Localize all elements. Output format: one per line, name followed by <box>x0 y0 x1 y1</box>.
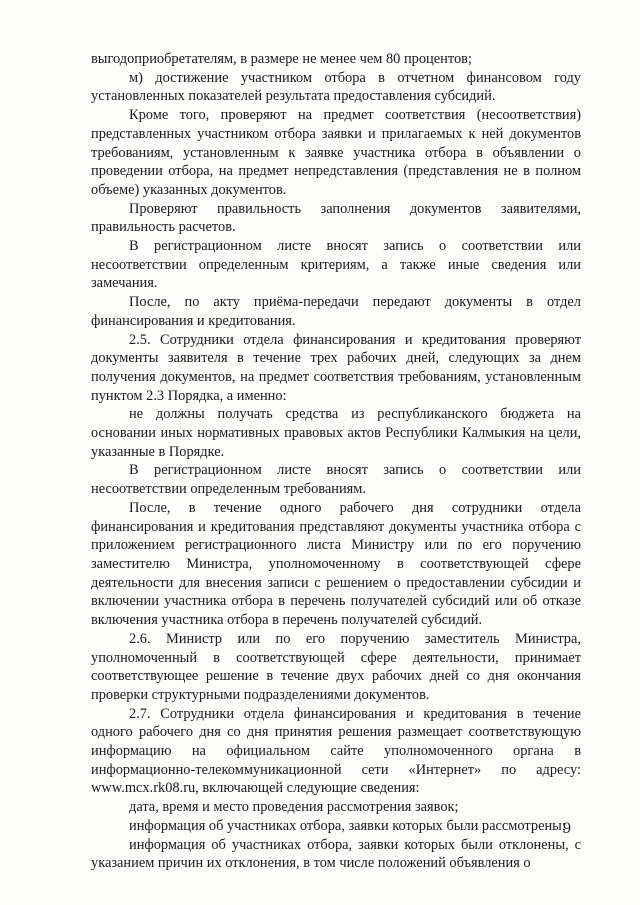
paragraph-12: 2.7. Сотрудники отдела финансирования и кредитования в течение одного рабочего дня со дня принятия решения размещает соответствующую информацию на официальном сайте уполномоченного органа в информационно-телекоммуникационной сети «Интернет» по адресу: www.mcx.rk08.ru, включающей следующие сведения: <box>91 705 581 797</box>
paragraph-5: В регистрационном листе вносят запись о соответствии или несоответствии определенным критериям, а также иные сведения или замечания. <box>91 238 581 292</box>
document-body <box>91 50 581 873</box>
paragraph-13: дата, время и место проведения рассмотрения заявок; <box>129 799 459 816</box>
paragraph-9: В регистрационном листе вносят запись о соответствии или несоответствии определенным требованиям. <box>91 462 581 498</box>
paragraph-10: После, в течение одного рабочего дня сотрудники отдела финансирования и кредитования представляют документы участника отбора с приложением регистрационного листа Министру или по его поручению заместителю Министра, уполномоченному в соответствующей сфере деятельности для внесения записи с решением о предоставлении субсидии и включении участника отбора в перечень получателей субсидий или об отказе включения участника отбора в перечень получателей субсидий. <box>91 499 581 629</box>
paragraph-4: Проверяют правильность заполнения документов заявителями, правильность расчетов. <box>91 200 581 236</box>
paragraph-8: не должны получать средства из республиканского бюджета на основании иных нормативных правовых актов Республики Калмыкия на цели, указанные в Порядке. <box>91 406 581 460</box>
paragraph-14: информация об участниках отбора, заявки которых были рассмотрены; <box>129 817 566 834</box>
page-number: 9 <box>563 820 571 837</box>
paragraph-2: м) достижение участником отбора в отчетном финансовом году установленных показателей результата предоставления субсидий. <box>91 69 581 105</box>
paragraph-15: информация об участниках отбора, заявки которых были отклонены, с указанием причин их отклонения, в том числе положений объявления о <box>91 836 581 872</box>
paragraph-3: Кроме того, проверяют на предмет соответствия (несоответствия) представленных участником отбора заявки и прилагаемых к ней документов требованиям, установленным к заявке участника отбора в объявлении о проведении отбора, на предмет непредставления (представления не в полном объеме) указанных документов. <box>91 107 581 198</box>
paragraph-11: 2.6. Министр или по его поручению заместитель Министра, уполномоченный в соответствующей сфере деятельности, принимает соответствующее решение в течение двух рабочих дней со дня окончания проверки структурными подразделениями документов. <box>91 630 581 703</box>
paragraph-1: выгодоприобретателям, в размере не менее чем 80 процентов; <box>91 51 472 67</box>
paragraph-7: 2.5. Сотрудники отдела финансирования и кредитования проверяют документы заявителя в течение трех рабочих дней, следующих за днем получения документов, на предмет соответствия требованиям, установленным пунктом 2.3 Порядка, а именно: <box>91 331 581 404</box>
paragraph-6: После, по акту приёма-передачи передают документы в отдел финансирования и кредитования. <box>91 294 581 329</box>
